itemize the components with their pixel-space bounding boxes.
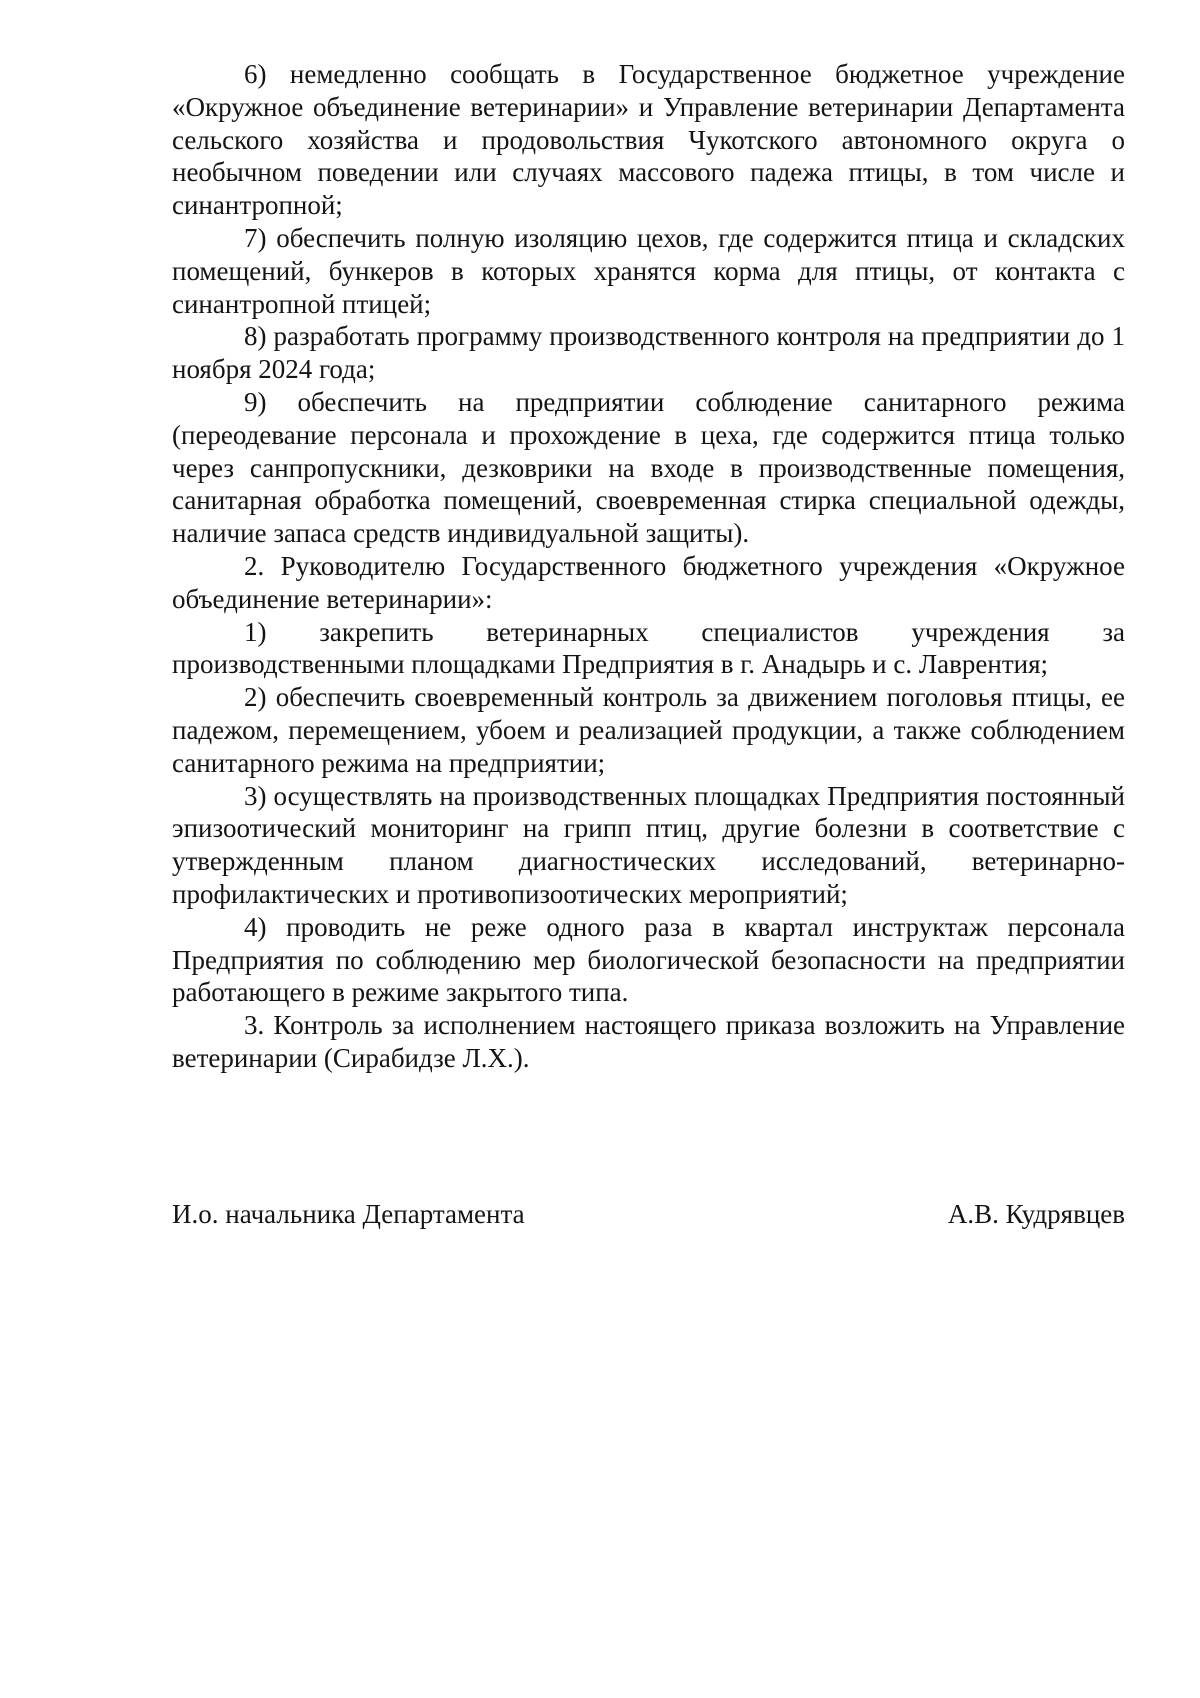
signatory-name: А.В. Кудрявцев	[947, 1199, 1125, 1229]
paragraph-section-2-item-1: 1) закрепить ветеринарных специалистов учреждения за производственными площадками Предприятия в г. Анадырь и с. Лаврентия;	[172, 616, 1125, 680]
paragraph-section-3: 3. Контроль за исполнением настоящего приказа возложить на Управление ветеринарии (Сирабидзе Л.Х.).	[172, 1010, 1125, 1073]
document-body	[172, 58, 1125, 1075]
paragraph-section-2-item-3: 3) осуществлять на производственных площадках Предприятия постоянный эпизоотический мониторинг на грипп птиц, другие болезни в соответствие с утвержденным планом диагностических исследований, ветеринарно-профилактических и противопизоотических мероприятий;	[172, 780, 1125, 909]
paragraph-section-2-item-4: 4) проводить не реже одного раза в квартал инструктаж персонала Предприятия по соблюдению мер биологической безопасности на предприятии работающего в режиме закрытого типа.	[172, 911, 1125, 1008]
paragraph-item-8: 8) разработать программу производственного контроля на предприятии до 1 ноября 2024 года;	[172, 321, 1125, 385]
paragraph-item-7: 7) обеспечить полную изоляцию цехов, где содержится птица и складских помещений, бункеров в которых хранятся корма для птицы, от контакта с синантропной птицей;	[172, 222, 1125, 319]
signatory-title: И.о. начальника Департамента	[172, 1199, 525, 1229]
paragraph-section-2: 2. Руководителю Государственного бюджетного учреждения «Окружное объединение ветеринарии»:	[172, 550, 1125, 614]
paragraph-item-6: 6) немедленно сообщать в Государственное бюджетное учреждение «Окружное объединение ветеринарии» и Управление ветеринарии Департамента сельского хозяйства и продовольствия Чукотского автономного округа о необычном поведении или случаях массового падежа птицы, в том числе и синантропной;	[172, 59, 1125, 221]
paragraph-item-9: 9) обеспечить на предприятии соблюдение санитарного режима (переодевание персонала и прохождение в цеха, где содержится птица только через санпропускники, дезковрики на входе в производственные помещения, санитарная обработка помещений, своевременная стирка специальной одежды, наличие запаса средств индивидуальной защиты).	[172, 386, 1125, 549]
signature-block	[172, 1198, 1125, 1238]
paragraph-section-2-item-2: 2) обеспечить своевременный контроль за движением поголовья птицы, ее падежом, перемещением, убоем и реализацией продукции, а также соблюдением санитарного режима на предприятии;	[172, 682, 1125, 778]
